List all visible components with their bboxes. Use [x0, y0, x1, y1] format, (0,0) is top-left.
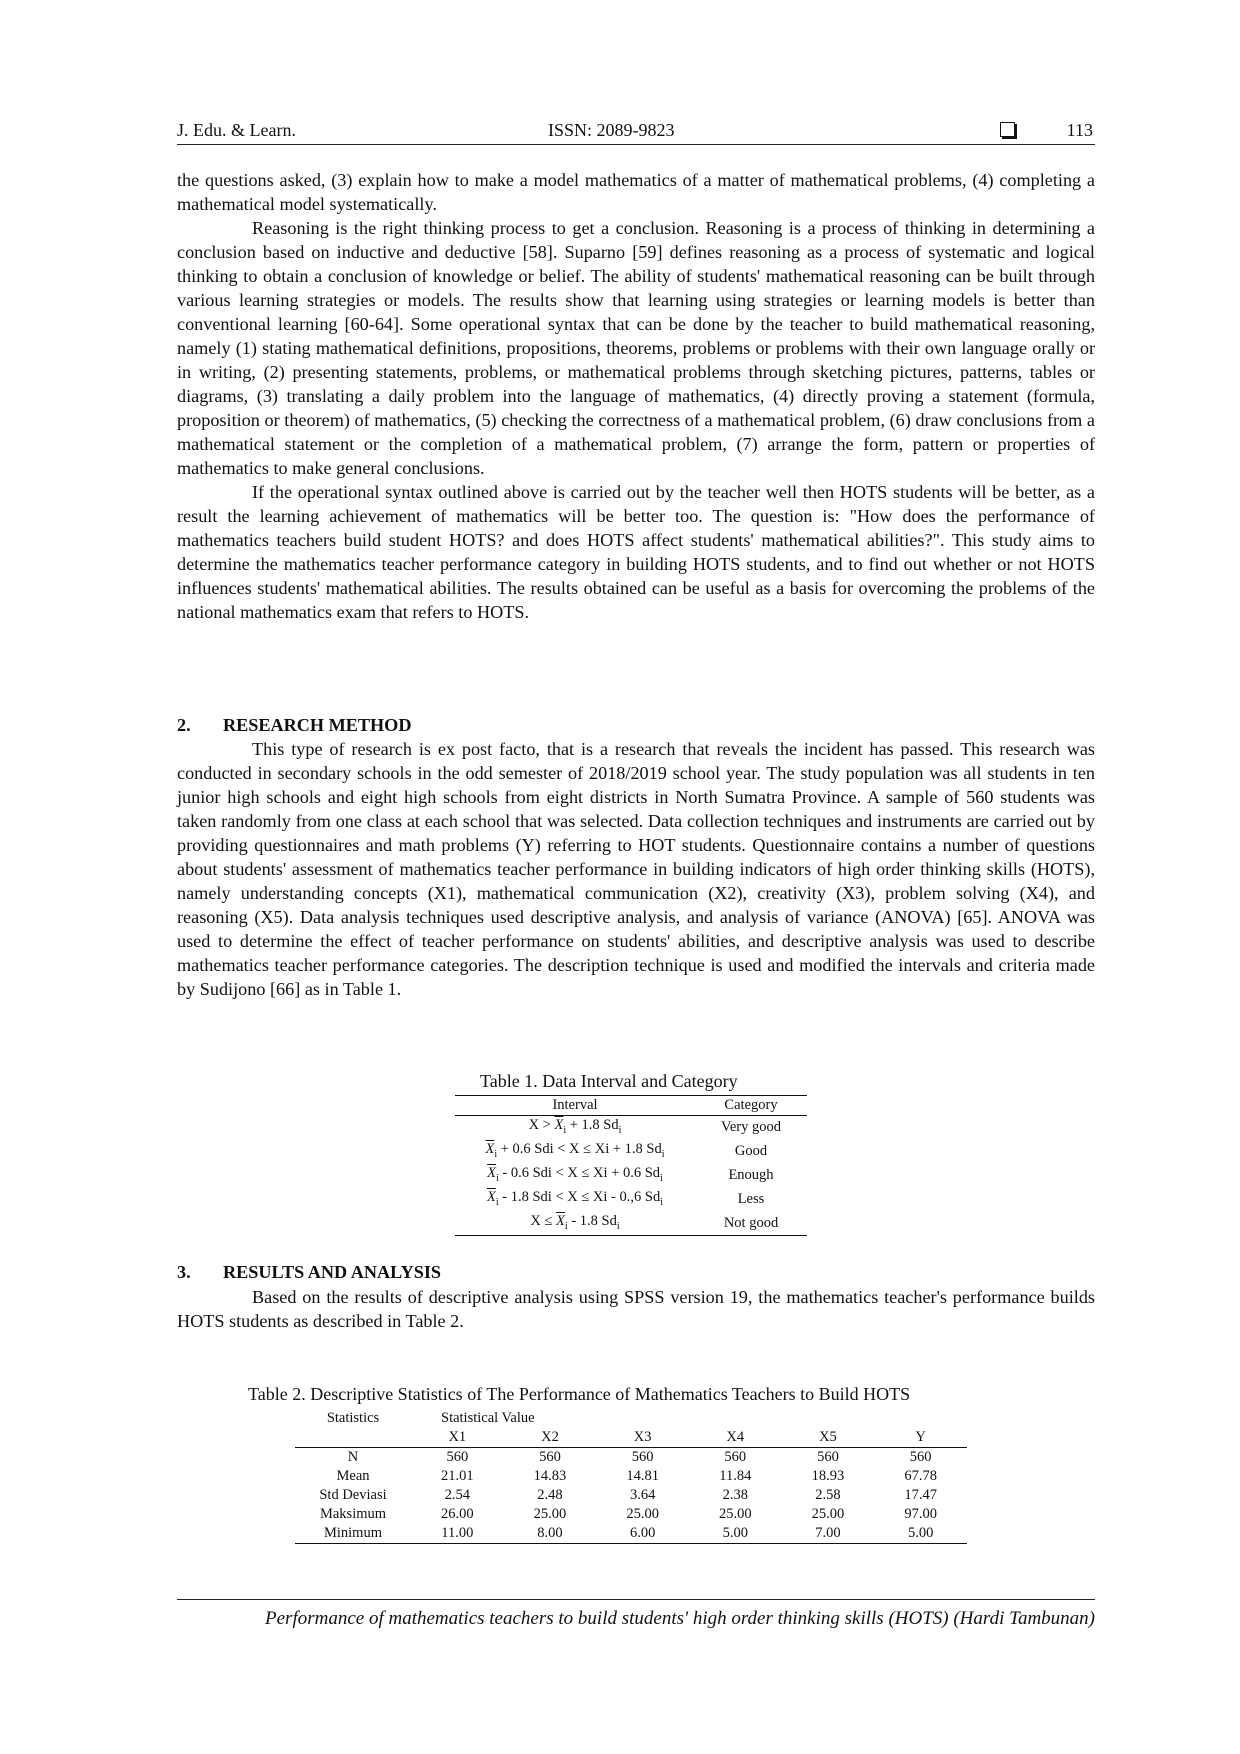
- section-heading: [177, 715, 411, 736]
- column-header: Statistical Value: [441, 1410, 535, 1426]
- table-cell: 25.00: [626, 1506, 659, 1522]
- column-header: Category: [724, 1097, 778, 1113]
- row-label: Mean: [336, 1468, 370, 1484]
- row-label: Minimum: [323, 1525, 382, 1541]
- category-cell: Not good: [723, 1215, 779, 1231]
- paragraph: Reasoning is the right thinking process to get a conclusion. Reasoning is a process of thinking in determining a conclusion based on inductive and deductive [58]. Suparno [59] defines reasoning as a process of systematic and logical thinking to obtain a conclusion of knowledge or belief. The ability of students' mathematical reasoning can be built through various learning strategies or models. The results show that learning using strategies or learning models is better than conventional learning [60-64]. Some operational syntax that can be done by the teacher to build mathematical reasoning, namely (1) stating mathematical definitions, propositions, theorems, problems or problems with their own language orally or in writing, (2) presenting statements, problems, or mathematical problems through sketching pictures, patterns, tables or diagrams, (3) translating a daily problem into the language of mathematics, (4) directly proving a statement (formula, proposition or theorem) of mathematics, (5) checking the correctness of a mathematical problem, (6) draw conclusions from a mathematical statement or the completion of a mathematical problem, (7) arrange the form, pattern or properties of mathematics to make general conclusions.: [177, 218, 1095, 478]
- table-row: [295, 1505, 967, 1524]
- paragraph: If the operational syntax outlined above is carried out by the teacher well then HOTS students will be better, as a result the learning achievement of mathematics will be better too. The question is: "How does the performance of mathematics teachers build student HOTS? and does HOTS affect students' mathematical abilities?". This study aims to determine the mathematics teacher performance category in building HOTS students, and to find out whether or not HOTS influences students' mathematical abilities. The results obtained can be useful as a basis for overcoming the problems of the national mathematics exam that refers to HOTS.: [177, 482, 1095, 622]
- interval-cell: $\overline{X}_i - 1.8$ Sdi < X ≤ Xi - 0.,6 $Sd_i$: [487, 1188, 663, 1208]
- interval-cell: $\overline{X}_i - 0.6$ Sdi < X ≤ Xi + 0.6 $Sd_i$: [487, 1164, 663, 1184]
- table-cell: 25.00: [533, 1506, 567, 1522]
- table-cell: 11.00: [441, 1525, 474, 1541]
- table-caption: Table 1. Data Interval and Category: [480, 1071, 738, 1091]
- table-cell: 2.58: [815, 1487, 841, 1503]
- table-cell: 560: [724, 1449, 747, 1465]
- table-cell: 2.48: [537, 1487, 563, 1503]
- journal-name: J. Edu. & Learn.: [177, 120, 296, 140]
- table-cell: 6.00: [629, 1525, 656, 1541]
- column-header: Y: [915, 1429, 926, 1445]
- table-cell: 8.00: [537, 1525, 563, 1541]
- table-cell: 21.01: [441, 1468, 474, 1484]
- table-cell: 14.81: [626, 1468, 659, 1484]
- section-title: RESULTS AND ANALYSIS: [223, 1262, 442, 1282]
- section-number: 2.: [177, 715, 191, 735]
- table-cell: 14.83: [533, 1468, 567, 1484]
- table-cell: 26.00: [441, 1506, 474, 1522]
- column-header: Statistics: [326, 1410, 380, 1426]
- paragraph: the questions asked, (3) explain how to make a model mathematics of a matter of mathematical problems, (4) completing a mathematical model systematically.: [177, 170, 1095, 214]
- table-cell: 67.78: [904, 1468, 937, 1484]
- research-method-text: [177, 737, 1095, 1001]
- interval-cell: $X \le \overline{X}_i - 1.8$ $Sd_i$: [530, 1212, 620, 1232]
- table-cell: 560: [909, 1449, 932, 1465]
- table-header-row: [455, 1096, 807, 1116]
- table-cell: 2.38: [722, 1487, 748, 1503]
- table-row: [295, 1486, 967, 1505]
- category-cell: Very good: [720, 1119, 781, 1136]
- table-header-row: [295, 1409, 967, 1428]
- table-cell: 3.64: [629, 1487, 656, 1503]
- running-header: [177, 118, 1095, 145]
- running-footer: Performance of mathematics teachers to build students' high order thinking skills (HOTS) (Hardi Tambunan): [177, 1599, 1095, 1630]
- data-table: [295, 1409, 967, 1544]
- table-cell: 18.93: [811, 1468, 845, 1484]
- row-label: Maksimum: [319, 1506, 387, 1522]
- table-caption: Table 2. Descriptive Statistics of The Performance of Mathematics Teachers to Build HOTS: [248, 1384, 911, 1404]
- table-cell: 560: [539, 1449, 561, 1465]
- column-header: X4: [726, 1429, 745, 1445]
- table-cell: 17.47: [904, 1487, 937, 1503]
- category-cell: Enough: [728, 1167, 774, 1184]
- interval-cell: $X > \overline{X}_i + 1.8$ $Sd_i$: [528, 1117, 622, 1136]
- column-header: X5: [819, 1429, 837, 1445]
- column-header: X2: [541, 1429, 559, 1445]
- row-label: Std Deviasi: [319, 1487, 387, 1503]
- column-header: Interval: [552, 1097, 598, 1113]
- table-cell: 560: [817, 1449, 839, 1465]
- section-number: 3.: [177, 1262, 191, 1282]
- column-header: X1: [448, 1429, 467, 1445]
- table-cell: 560: [446, 1449, 469, 1465]
- section-heading: [177, 1262, 441, 1283]
- paragraph: This type of research is ex post facto, that is a research that reveals the incident has passed. This research was conducted in secondary schools in the odd semester of 2018/2019 school year. The study population was all students in ten junior high schools and eight high schools from eight districts in North Sumatra Province. A sample of 560 students was taken randomly from one class at each school that was selected. Data collection techniques and instruments are carried out by providing questionnaires and math problems (Y) referring to HOT students. Questionnaire contains a number of questions about students' assessment of mathematics teacher performance in building indicators of high order thinking skills (HOTS), namely understanding concepts (X1), mathematical communication (X2), creativity (X3), problem solving (X4), and reasoning (X5). Data analysis techniques used descriptive analysis, and analysis of variance (ANOVA) [65]. ANOVA was used to determine the effect of teacher performance on students' abilities, and descriptive analysis was used to describe mathematics teacher performance categories. The description technique is used and modified the intervals and criteria made by Sudijono [66] as in Table 1.: [177, 739, 1095, 999]
- table-cell: 5.00: [722, 1525, 748, 1541]
- table-cell: 2.54: [444, 1487, 471, 1503]
- table-row: [455, 1140, 807, 1164]
- category-cell: Good: [734, 1143, 768, 1160]
- table-row: [295, 1467, 967, 1486]
- section-title: RESEARCH METHOD: [223, 715, 412, 735]
- table-cell: 5.00: [907, 1525, 934, 1541]
- issn: ISSN: 2089-9823: [548, 120, 675, 140]
- page-number: 113: [1066, 120, 1093, 140]
- table-cell: 25.00: [718, 1506, 752, 1522]
- table-row: [455, 1212, 807, 1236]
- paragraph: Based on the results of descriptive analysis using SPSS version 19, the mathematics teacher's performance builds HOTS students as described in Table 2.: [177, 1287, 1095, 1331]
- table-cell: 11.84: [719, 1468, 752, 1484]
- square-icon: [1000, 122, 1015, 137]
- table-cell: 560: [631, 1449, 654, 1465]
- category-cell: Less: [737, 1191, 765, 1208]
- table-row: [295, 1448, 967, 1468]
- table-row: [455, 1164, 807, 1188]
- table-cell: 97.00: [904, 1506, 937, 1522]
- table-header-row: [295, 1428, 967, 1448]
- interval-cell: $\overline{X}_i + 0.6$ Sdi < X ≤ Xi + 1.8 $Sd_i$: [485, 1140, 665, 1160]
- intro-text: [177, 168, 1095, 624]
- data-table: [455, 1095, 807, 1236]
- column-header: X3: [633, 1429, 652, 1445]
- table-row: [455, 1116, 807, 1140]
- row-label: N: [347, 1449, 359, 1465]
- table-cell: 25.00: [811, 1506, 845, 1522]
- results-text: [177, 1285, 1095, 1333]
- table-row: [295, 1524, 967, 1544]
- table-row: [455, 1188, 807, 1212]
- table-cell: 7.00: [815, 1525, 841, 1541]
